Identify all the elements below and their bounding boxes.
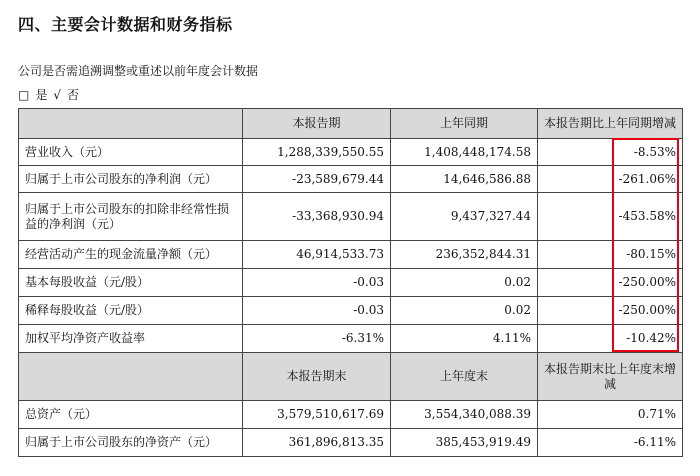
change-value: -250.00%	[538, 269, 683, 297]
row-label: 加权平均净资产收益率	[19, 325, 243, 353]
subheader-cell-item	[19, 353, 243, 401]
current-value: 46,914,533.73	[243, 241, 391, 269]
current-value: -6.31%	[243, 325, 391, 353]
table-row	[19, 429, 683, 457]
subheader-cell-prior-year-end: 上年度末	[391, 353, 538, 401]
current-value: -33,368,930.94	[243, 193, 391, 241]
change-value: -10.42%	[538, 325, 683, 353]
table-header-row	[19, 109, 683, 139]
prior-value: 385,453,919.49	[391, 429, 538, 457]
check-mark-icon: √	[53, 88, 62, 102]
no-option-label: 否	[67, 88, 80, 102]
row-label: 总资产（元）	[19, 401, 243, 429]
financial-indicators-table	[18, 108, 683, 457]
current-value: -23,589,679.44	[243, 166, 391, 193]
row-label: 归属于上市公司股东的净资产（元）	[19, 429, 243, 457]
table-row	[19, 166, 683, 193]
subheader-cell-change: 本报告期末比上年度末增减	[538, 353, 683, 401]
change-value: -6.11%	[538, 429, 683, 457]
change-value: -80.15%	[538, 241, 683, 269]
table-row	[19, 325, 683, 353]
current-value: -0.03	[243, 297, 391, 325]
change-value: -453.58%	[538, 193, 683, 241]
current-value: 3,579,510,617.69	[243, 401, 391, 429]
row-label: 归属于上市公司股东的净利润（元）	[19, 166, 243, 193]
table-row	[19, 401, 683, 429]
row-label: 经营活动产生的现金流量净额（元）	[19, 241, 243, 269]
prior-value: 4.11%	[391, 325, 538, 353]
prior-value: 1,408,448,174.58	[391, 139, 538, 166]
prior-value: 3,554,340,088.39	[391, 401, 538, 429]
table-row	[19, 241, 683, 269]
table-row	[19, 193, 683, 241]
row-label: 归属于上市公司股东的扣除非经常性损益的净利润（元）	[19, 193, 243, 241]
change-value: 0.71%	[538, 401, 683, 429]
table-row	[19, 269, 683, 297]
prior-value: 236,352,844.31	[391, 241, 538, 269]
header-cell-change: 本报告期比上年同期增减	[538, 109, 683, 139]
change-value: -8.53%	[538, 139, 683, 166]
current-value: 361,896,813.35	[243, 429, 391, 457]
table-row	[19, 139, 683, 166]
row-label: 营业收入（元）	[19, 139, 243, 166]
header-cell-item	[19, 109, 243, 139]
header-cell-prior-period: 上年同期	[391, 109, 538, 139]
yes-option-label: 是	[35, 88, 48, 102]
section-heading: 四、主要会计数据和财务指标	[18, 15, 233, 34]
restatement-answer	[18, 86, 85, 103]
subheader-cell-period-end: 本报告期末	[243, 353, 391, 401]
unchecked-box-icon: □	[18, 88, 30, 102]
prior-value: 14,646,586.88	[391, 166, 538, 193]
prior-value: 0.02	[391, 269, 538, 297]
prior-value: 0.02	[391, 297, 538, 325]
prior-value: 9,437,327.44	[391, 193, 538, 241]
current-value: -0.03	[243, 269, 391, 297]
restatement-question: 公司是否需追溯调整或重述以前年度会计数据	[18, 64, 259, 78]
table-subheader-row	[19, 353, 683, 401]
change-value: -261.06%	[538, 166, 683, 193]
current-value: 1,288,339,550.55	[243, 139, 391, 166]
table-row	[19, 297, 683, 325]
row-label: 稀释每股收益（元/股）	[19, 297, 243, 325]
header-cell-current-period: 本报告期	[243, 109, 391, 139]
change-value: -250.00%	[538, 297, 683, 325]
row-label: 基本每股收益（元/股）	[19, 269, 243, 297]
